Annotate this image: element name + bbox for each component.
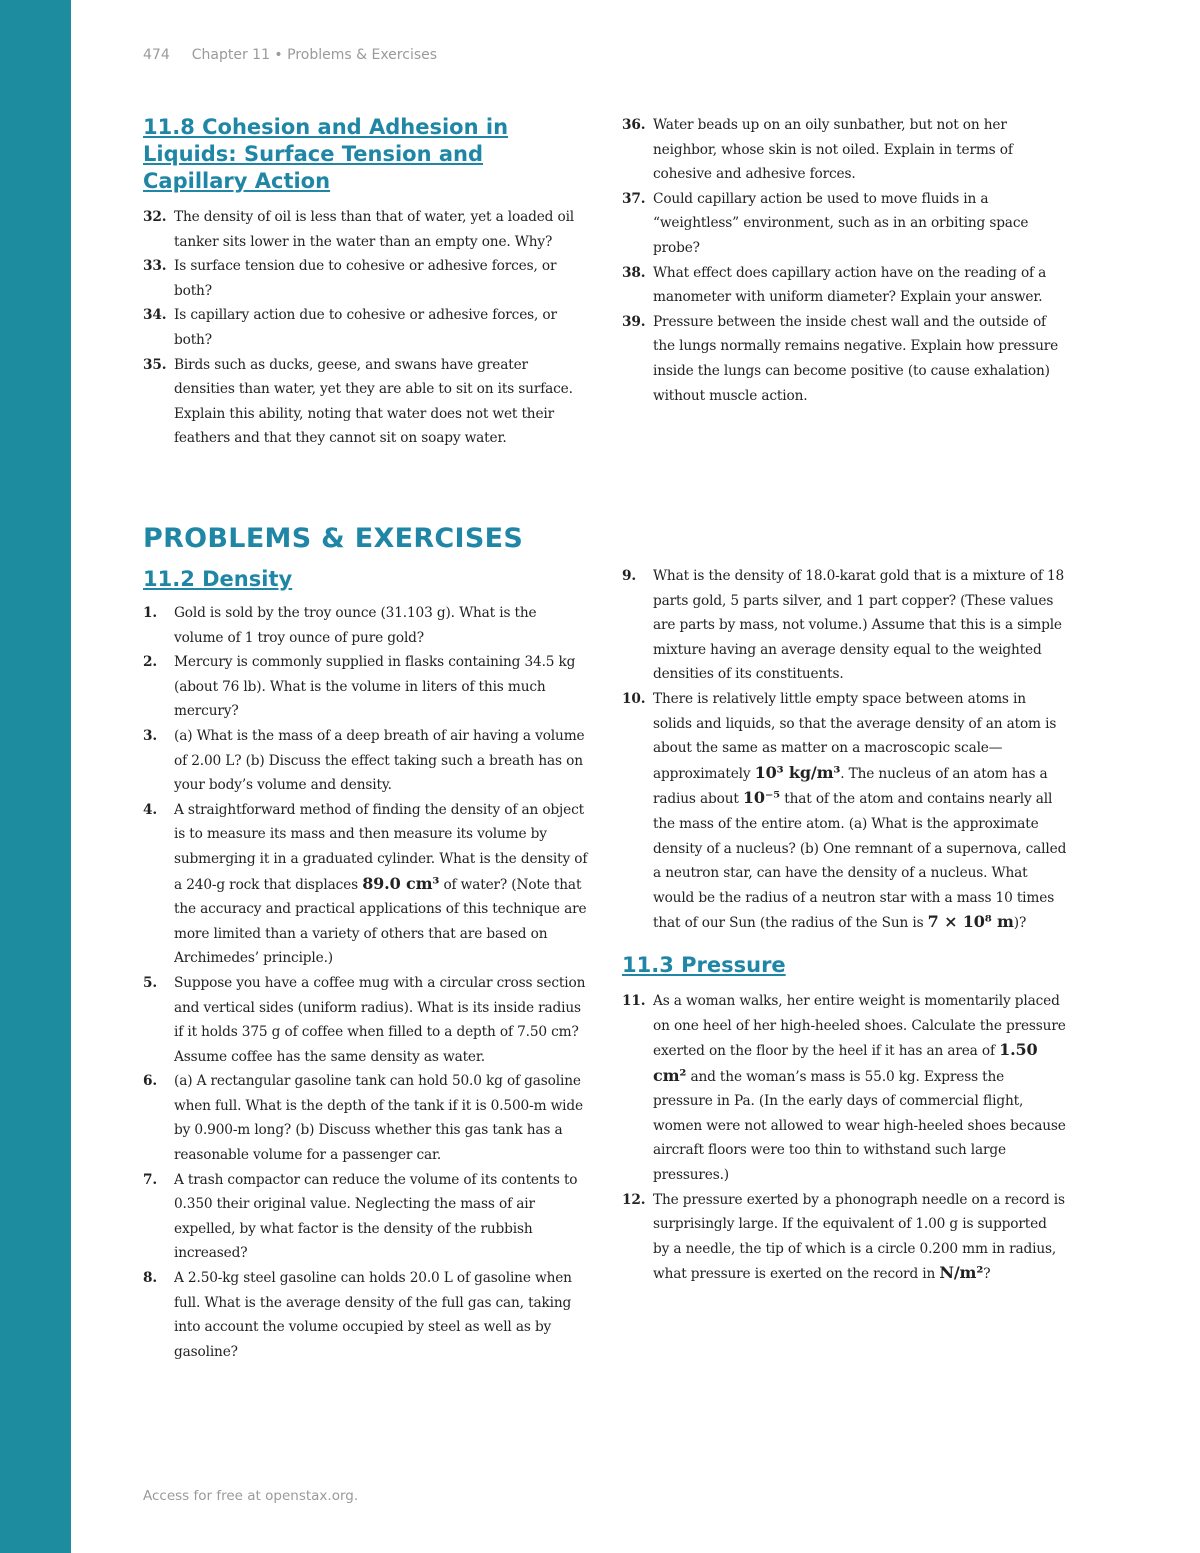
problem-item-6: 6. (a) A rectangular gasoline tank can hold 50.0 kg of gasoline when full. What is the depth of the tank if it is 0.500-m wide by 0.900-m long? (b) Discuss whether this gas tank has a reasonable volume for a passenger car. <box>143 1073 583 1164</box>
math-expression: 1.50 cm² <box>653 1040 1038 1085</box>
exercise-list <box>622 113 1067 408</box>
exercise-item-36: 36. Water beads up on an oily sunbather, but not on her neighbor, whose skin is not oiled. Explain in terms of cohesive and adhesive forces. <box>622 117 1013 183</box>
problem-item-4: 4. A straightforward method of finding the density of an object is to measure its mass and then measure its volume by submerging it in a graduated cylinder. What is the density of a 240-g rock that displaces 89.0 cm³ of water? (Note that the accuracy and practical applications of this technique are more limited than a variety of others that are based on Archimedes’ principle.) <box>143 801 588 967</box>
section-11-3-title[interactable]: 11.3 Pressure <box>622 952 786 977</box>
problem-list <box>143 601 588 1364</box>
problem-item-9: 9. What is the density of 18.0-karat gold that is a mixture of 18 parts gold, 5 parts silver, and 1 part copper? (These values are parts by mass, not volume.) Assume that this is a simple mixture having an average density equal to the weighted densities of its constituents. <box>622 568 1065 683</box>
problem-item-2: 2. Mercury is commonly supplied in flasks containing 34.5 kg (about 76 lb). What is the volume in liters of this much mercury? <box>143 654 576 720</box>
math-expression: 10⁻⁵ <box>742 788 781 808</box>
exercise-item-33: 33. Is surface tension due to cohesive or adhesive forces, or both? <box>143 258 557 299</box>
exercise-item-38: 38. What effect does capillary action have on the reading of a manometer with uniform diameter? Explain your answer. <box>622 264 1047 306</box>
right-column-problems <box>622 564 1067 1287</box>
running-title: Chapter 11 • Problems & Exercises <box>191 47 438 63</box>
math-expression: 10³ kg/m³ <box>754 762 841 782</box>
problem-item-3: 3. (a) What is the mass of a deep breath of air having a volume of 2.00 L? (b) Discuss the effect taking such a breath has on your body’s volume and density. <box>143 727 585 794</box>
problem-item-1: 1. Gold is sold by the troy ounce (31.103 g). What is the volume of 1 troy ounce of pure gold? <box>143 605 537 646</box>
problem-item-5: 5. Suppose you have a coffee mug with a circular cross section and vertical sides (uniform radius). What is its inside radius if it holds 375 g of coffee when filled to a depth of 7.50 cm? Assume coffee has the same density as water. <box>143 974 586 1065</box>
problem-item-10: 10. There is relatively little empty space between atoms in solids and liquids, so that the average density of an atom is about the same as matter on a macroscopic scale—approximately 10³ kg/m³. The nucleus of an atom has a radius about 10⁻⁵ that of the atom and contains nearly all the mass of the entire atom. (a) What is the approximate density of a nucleus? (b) One remnant of a supernova, called a neutron star, can have the density of a nucleus. What would be the radius of a neutron star with a mass 10 times that of our Sun (the radius of the Sun is 7 × 10⁸ m)? <box>622 690 1067 932</box>
teal-sidebar <box>0 0 71 1553</box>
exercise-item-37: 37. Could capillary action be used to move fluids in a “weightless” environment, such as in an orbiting space probe? <box>622 190 1029 256</box>
problems-heading: PROBLEMS & EXERCISES <box>143 523 524 554</box>
problem-item-7: 7. A trash compactor can reduce the volume of its contents to 0.350 their original value. Neglecting the mass of air expelled, by what factor is the density of the rubbish increased? <box>143 1171 578 1262</box>
section-11-8-left <box>143 114 588 451</box>
section-11-2-title[interactable]: 11.2 Density <box>143 567 293 591</box>
exercise-item-35: 35. Birds such as ducks, geese, and swans have greater densities than water, yet they are able to sit on its surface. Explain this ability, noting that water does not wet their feathers and that they cannot sit on soapy water. <box>143 356 573 447</box>
problem-item-12: 12. The pressure exerted by a phonograph needle on a record is surprisingly large. If the equivalent of 1.00 g is supported by a needle, the tip of which is a circle 0.200 mm in radius, what pressure is exerted on the record in N/m²? <box>622 1191 1065 1283</box>
exercise-list <box>143 205 588 451</box>
page-number: 474 <box>143 47 170 63</box>
problem-item-11: 11. As a woman walks, her entire weight is momentarily placed on one heel of her high-heeled shoes. Calculate the pressure exerted on the floor by the heel if it has an area of 1.50 cm² and the woman’s mass is 55.0 kg. Express the pressure in Pa. (In the early days of commercial flight, women were not allowed to wear high-heeled shoes because aircraft floors were too thin to withstand such large pressures.) <box>622 992 1066 1184</box>
section-11-2-left <box>143 566 588 1364</box>
running-header <box>143 47 437 63</box>
footer-access-link[interactable]: Access for free at openstax.org. <box>143 1488 359 1504</box>
section-11-8-right <box>622 113 1067 408</box>
section-11-8-title[interactable]: 11.8 Cohesion and Adhesion in Liquids: Surface Tension and Capillary Action <box>143 115 509 193</box>
exercise-item-34: 34. Is capillary action due to cohesive or adhesive forces, or both? <box>143 307 557 348</box>
math-expression: 7 × 10⁸ m <box>927 912 1014 932</box>
problem-item-8: 8. A 2.50-kg steel gasoline can holds 20.0 L of gasoline when full. What is the average density of the full gas can, taking into account the volume occupied by steel as well as by gasoline? <box>143 1270 572 1360</box>
math-expression: 89.0 cm³ <box>362 873 440 893</box>
exercise-item-39: 39. Pressure between the inside chest wall and the outside of the lungs normally remains negative. Explain how pressure inside the lungs can become positive (to cause exhalation) without muscle action. <box>622 313 1059 404</box>
problem-list <box>622 989 1067 1287</box>
problems-heading-block <box>143 523 523 554</box>
math-expression: N/m² <box>939 1263 984 1283</box>
problem-list <box>622 564 1067 936</box>
exercise-item-32: 32. The density of oil is less than that of water, yet a loaded oil tanker sits lower in the water than an empty one. Why? <box>143 209 575 250</box>
